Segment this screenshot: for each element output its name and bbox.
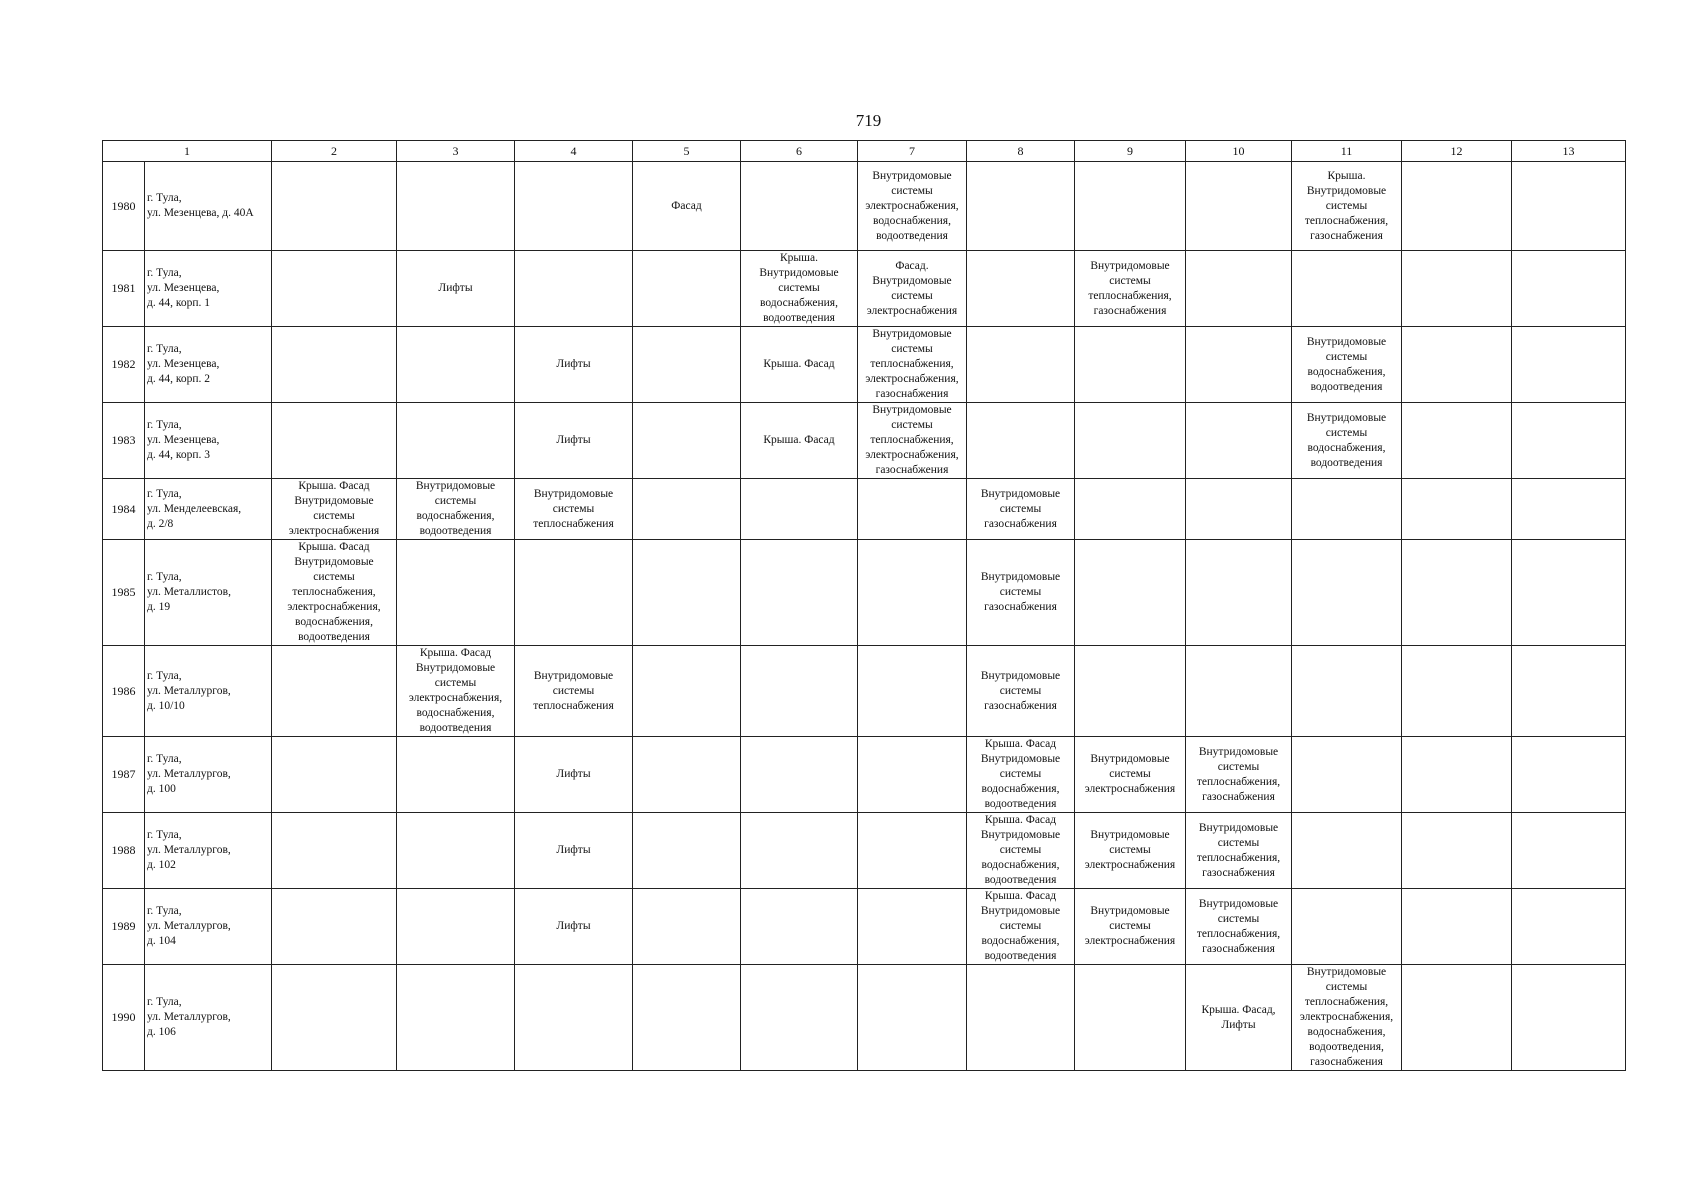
page-number: 719 (855, 111, 882, 130)
column-header: 3 (397, 141, 515, 162)
table-cell (967, 327, 1075, 403)
table-cell (1512, 965, 1626, 1071)
column-header: 12 (1402, 141, 1512, 162)
row-number: 1984 (103, 479, 145, 540)
table-cell (1292, 540, 1402, 646)
table-cell (272, 251, 397, 327)
table-cell (858, 540, 967, 646)
address-cell: г. Тула, ул. Мезенцева, д. 44, корп. 1 (145, 251, 272, 327)
table-cell (1075, 479, 1186, 540)
table-cell (1186, 162, 1292, 251)
table-cell: Внутридомовые системы водоснабжения, водоотведения (1292, 327, 1402, 403)
column-header: 6 (741, 141, 858, 162)
table-cell (633, 889, 741, 965)
table-cell: Крыша. Фасад Внутридомовые системы водоснабжения, водоотведения (967, 737, 1075, 813)
address-cell: г. Тула, ул. Мезенцева, д. 40А (145, 162, 272, 251)
table-cell (967, 251, 1075, 327)
row-number: 1982 (103, 327, 145, 403)
table-cell: Лифты (515, 327, 633, 403)
row-number: 1986 (103, 646, 145, 737)
table-cell (633, 327, 741, 403)
table-cell (1512, 646, 1626, 737)
table-cell (1075, 965, 1186, 1071)
table-cell (1512, 162, 1626, 251)
table-cell: Лифты (515, 889, 633, 965)
table-cell (272, 646, 397, 737)
table-cell: Фасад (633, 162, 741, 251)
table-cell: Лифты (397, 251, 515, 327)
table-cell (633, 403, 741, 479)
table-row (103, 327, 1626, 403)
column-header: 4 (515, 141, 633, 162)
table-row (103, 540, 1626, 646)
table-row (103, 737, 1626, 813)
table-cell (741, 737, 858, 813)
table-cell (1512, 540, 1626, 646)
table-cell: Крыша. Фасад Внутридомовые системы водоснабжения, водоотведения (967, 889, 1075, 965)
row-number: 1987 (103, 737, 145, 813)
table-cell (1186, 540, 1292, 646)
table-cell (1402, 403, 1512, 479)
column-header: 11 (1292, 141, 1402, 162)
row-number: 1990 (103, 965, 145, 1071)
column-header: 10 (1186, 141, 1292, 162)
table-cell (741, 540, 858, 646)
table-cell (272, 403, 397, 479)
table-cell (1292, 646, 1402, 737)
table-cell (1292, 251, 1402, 327)
table-cell (741, 162, 858, 251)
table-cell (397, 540, 515, 646)
column-header: 13 (1512, 141, 1626, 162)
address-cell: г. Тула, ул. Металлургов, д. 106 (145, 965, 272, 1071)
table-cell (967, 403, 1075, 479)
table-cell (272, 737, 397, 813)
table-cell (272, 965, 397, 1071)
table-cell (515, 965, 633, 1071)
column-header: 5 (633, 141, 741, 162)
repair-schedule-table (102, 140, 1626, 1071)
table-cell (1402, 479, 1512, 540)
table-cell (633, 540, 741, 646)
table-cell (967, 162, 1075, 251)
table-row (103, 403, 1626, 479)
row-number: 1980 (103, 162, 145, 251)
table-cell (1512, 327, 1626, 403)
table-cell: Крыша. Фасад (741, 327, 858, 403)
table-cell: Внутридомовые системы водоснабжения, водоотведения (397, 479, 515, 540)
header-row (103, 141, 1626, 162)
table-cell (515, 251, 633, 327)
table-row (103, 813, 1626, 889)
address-cell: г. Тула, ул. Металлургов, д. 10/10 (145, 646, 272, 737)
table-cell: Внутридомовые системы газоснабжения (967, 646, 1075, 737)
row-number: 1988 (103, 813, 145, 889)
table-cell: Внутридомовые системы теплоснабжения, электроснабжения, газоснабжения (858, 327, 967, 403)
table-cell: Крыша. Фасад Внутридомовые системы электроснабжения (272, 479, 397, 540)
table-cell (1292, 737, 1402, 813)
column-header: 9 (1075, 141, 1186, 162)
table-cell (741, 889, 858, 965)
table-cell (1186, 327, 1292, 403)
table-cell (1402, 646, 1512, 737)
table-cell: Крыша. Фасад (741, 403, 858, 479)
table-cell (858, 479, 967, 540)
table-cell (1402, 813, 1512, 889)
table-cell (633, 479, 741, 540)
table-cell: Фасад. Внутридомовые системы электроснабжения (858, 251, 967, 327)
table-cell: Внутридомовые системы теплоснабжения (515, 646, 633, 737)
table-cell: Внутридомовые системы газоснабжения (967, 540, 1075, 646)
row-number: 1983 (103, 403, 145, 479)
column-header: 2 (272, 141, 397, 162)
table-cell (858, 646, 967, 737)
table-cell (397, 737, 515, 813)
address-cell: г. Тула, ул. Металлургов, д. 100 (145, 737, 272, 813)
table-row (103, 965, 1626, 1071)
table-cell (397, 403, 515, 479)
table-cell (633, 646, 741, 737)
table-cell (633, 737, 741, 813)
table-cell (515, 540, 633, 646)
table-cell: Крыша. Внутридомовые системы теплоснабжения, газоснабжения (1292, 162, 1402, 251)
table-cell (1512, 813, 1626, 889)
address-cell: г. Тула, ул. Металлистов, д. 19 (145, 540, 272, 646)
address-cell: г. Тула, ул. Мезенцева, д. 44, корп. 2 (145, 327, 272, 403)
table-cell (515, 162, 633, 251)
table-cell (633, 965, 741, 1071)
table-cell (397, 965, 515, 1071)
table-cell: Внутридомовые системы газоснабжения (967, 479, 1075, 540)
table-cell: Крыша. Фасад, Лифты (1186, 965, 1292, 1071)
address-cell: г. Тула, ул. Мезенцева, д. 44, корп. 3 (145, 403, 272, 479)
table-cell (272, 327, 397, 403)
table-cell: Крыша. Внутридомовые системы водоснабжения, водоотведения (741, 251, 858, 327)
table-cell (741, 965, 858, 1071)
table-cell: Внутридомовые системы теплоснабжения, газоснабжения (1186, 813, 1292, 889)
table-cell (1186, 479, 1292, 540)
table-cell: Внутридомовые системы теплоснабжения, электроснабжения, газоснабжения (858, 403, 967, 479)
table-cell: Лифты (515, 737, 633, 813)
table-cell: Внутридомовые системы электроснабжения, водоснабжения, водоотведения (858, 162, 967, 251)
table-cell: Лифты (515, 403, 633, 479)
table-cell: Внутридомовые системы электроснабжения (1075, 813, 1186, 889)
row-number: 1981 (103, 251, 145, 327)
table-cell (272, 162, 397, 251)
table-cell (1512, 889, 1626, 965)
table-cell (858, 737, 967, 813)
table-cell (858, 965, 967, 1071)
table-cell: Внутридомовые системы теплоснабжения (515, 479, 633, 540)
table-cell: Крыша. Фасад Внутридомовые системы водоснабжения, водоотведения (967, 813, 1075, 889)
table-cell (858, 889, 967, 965)
table-row (103, 479, 1626, 540)
table-cell (1402, 965, 1512, 1071)
table-cell (741, 479, 858, 540)
table-cell (1075, 327, 1186, 403)
address-cell: г. Тула, ул. Металлургов, д. 102 (145, 813, 272, 889)
table-cell (633, 251, 741, 327)
table-cell (1186, 403, 1292, 479)
address-cell: г. Тула, ул. Металлургов, д. 104 (145, 889, 272, 965)
table-cell (741, 813, 858, 889)
column-header: 8 (967, 141, 1075, 162)
table-cell: Внутридомовые системы водоснабжения, водоотведения (1292, 403, 1402, 479)
table-cell (397, 162, 515, 251)
table-cell (741, 646, 858, 737)
table-cell (633, 813, 741, 889)
table-cell (1075, 540, 1186, 646)
table-cell (1512, 737, 1626, 813)
table-cell: Внутридомовые системы теплоснабжения, электроснабжения, водоснабжения, водоотведения, газоснабжения (1292, 965, 1402, 1071)
table-cell (967, 965, 1075, 1071)
table-cell: Лифты (515, 813, 633, 889)
table-cell (397, 889, 515, 965)
column-header: 1 (103, 141, 272, 162)
table-cell (1186, 646, 1292, 737)
table-cell (1075, 162, 1186, 251)
column-header: 7 (858, 141, 967, 162)
table-cell (1075, 646, 1186, 737)
table-cell: Внутридомовые системы электроснабжения (1075, 737, 1186, 813)
table-cell (1402, 540, 1512, 646)
table-cell (1402, 889, 1512, 965)
table-cell (858, 813, 967, 889)
table-cell (1402, 251, 1512, 327)
table-cell: Внутридомовые системы теплоснабжения, газоснабжения (1186, 889, 1292, 965)
table-cell (1186, 251, 1292, 327)
table-cell: Внутридомовые системы электроснабжения (1075, 889, 1186, 965)
row-number: 1989 (103, 889, 145, 965)
table-row (103, 646, 1626, 737)
table-cell (1512, 479, 1626, 540)
table-cell (1292, 889, 1402, 965)
table-cell (397, 327, 515, 403)
table-cell (1402, 327, 1512, 403)
table-cell (1512, 403, 1626, 479)
table-cell: Крыша. Фасад Внутридомовые системы теплоснабжения, электроснабжения, водоснабжения, водоотведения (272, 540, 397, 646)
table-cell (1075, 403, 1186, 479)
table-row (103, 889, 1626, 965)
address-cell: г. Тула, ул. Менделеевская, д. 2/8 (145, 479, 272, 540)
table-cell: Крыша. Фасад Внутридомовые системы электроснабжения, водоснабжения, водоотведения (397, 646, 515, 737)
row-number: 1985 (103, 540, 145, 646)
table-row (103, 251, 1626, 327)
table-cell (1512, 251, 1626, 327)
table-row (103, 162, 1626, 251)
table-cell (397, 813, 515, 889)
table-cell: Внутридомовые системы теплоснабжения, газоснабжения (1075, 251, 1186, 327)
table-cell (1292, 813, 1402, 889)
table-cell (272, 889, 397, 965)
table-cell (1292, 479, 1402, 540)
table-cell (1402, 162, 1512, 251)
table-cell (1402, 737, 1512, 813)
table-cell: Внутридомовые системы теплоснабжения, газоснабжения (1186, 737, 1292, 813)
table-cell (272, 813, 397, 889)
